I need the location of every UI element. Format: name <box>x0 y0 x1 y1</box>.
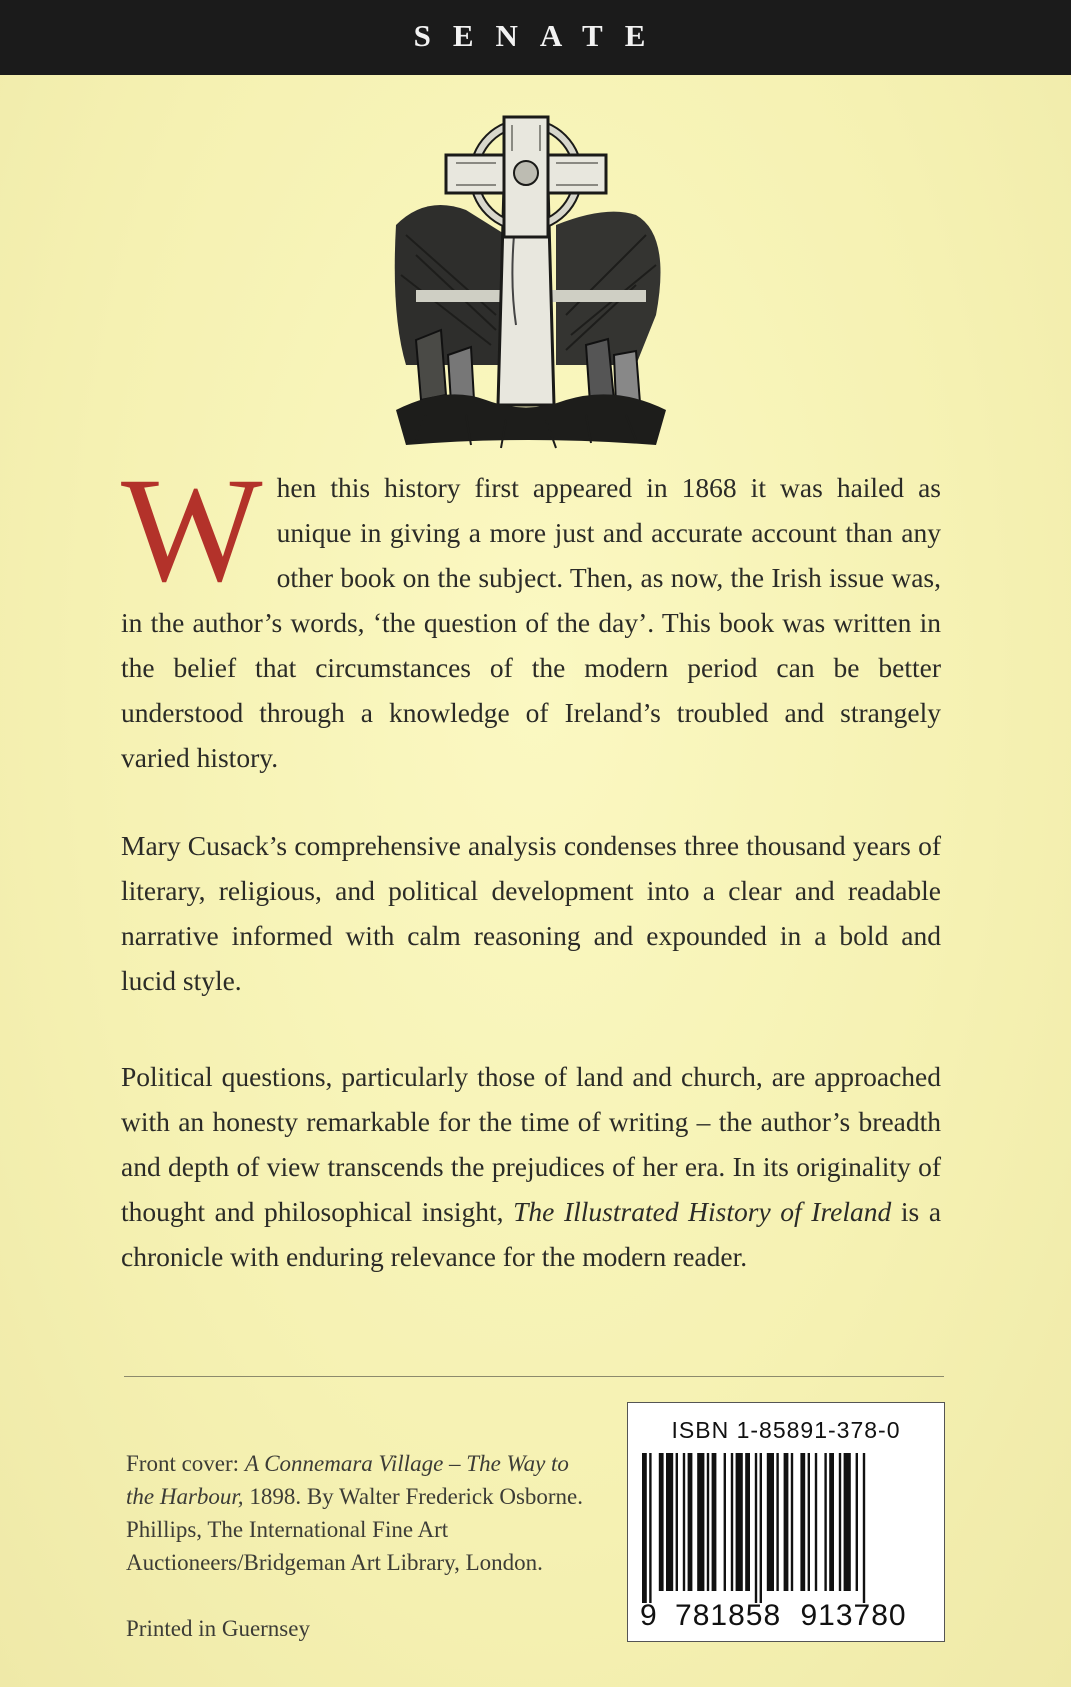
cover-credits <box>126 1447 596 1579</box>
barcode-bar <box>731 1453 733 1591</box>
divider-rule <box>124 1376 944 1377</box>
publisher-band <box>0 0 1071 75</box>
isbn-label: ISBN 1-85891-378-0 <box>671 1417 901 1443</box>
barcode-bar <box>712 1453 717 1591</box>
barcode-bars <box>642 1453 930 1603</box>
ean-first-digit: 9 <box>640 1599 658 1632</box>
blurb-paragraph-1-text: hen this history first appeared in 1868 it was hailed as unique in giving a more just and accurate account than any other book on the subject. Then, as now, the Irish issue was, in the author’s words, ‘the question of the day’. This book was written in the belief that circumstances of the modern period can be better understood through a knowledge of Ireland’s troubled and strangely varied history. <box>121 472 941 773</box>
barcode-bar <box>808 1453 810 1591</box>
publisher-name: SENATE <box>413 18 668 53</box>
barcode-bar <box>791 1453 793 1591</box>
barcode-bar <box>642 1453 647 1603</box>
barcode-bar <box>659 1453 664 1591</box>
book-title: The Illustrated History of Ireland <box>513 1196 892 1227</box>
barcode-bar <box>800 1453 805 1591</box>
ean-digits <box>640 1599 940 1633</box>
barcode-bar <box>676 1453 678 1591</box>
barcode-bar <box>815 1453 817 1591</box>
printed-location: Printed in Guernsey <box>126 1616 310 1641</box>
barcode-bar <box>856 1453 858 1591</box>
blurb-paragraph-2: Mary Cusack’s comprehensive analysis condenses three thousand years of literary, religious, and political development into a clear and readable narrative informed with calm reasoning and expounded in a bold and lucid style. <box>121 830 941 996</box>
blurb-paragraph-3-end: is a chronicle with enduring relevance for the modern reader. <box>121 1196 942 1272</box>
isbn-barcode <box>627 1402 945 1642</box>
credits-details: 1898. By Walter Frederick Osborne. Phillips, The International Fine Art Auctioneers/Bridgeman Art Library, London. <box>126 1484 584 1575</box>
barcode-bar <box>736 1453 743 1591</box>
barcode-bar <box>760 1453 762 1603</box>
barcode-bar <box>683 1453 685 1591</box>
barcode-bar <box>784 1453 789 1591</box>
barcode-bar <box>767 1453 774 1591</box>
blurb-paragraph-1 <box>121 447 941 780</box>
barcode-bar <box>824 1453 826 1591</box>
ean-left-group: 781858 <box>675 1599 782 1632</box>
barcode-bar <box>839 1453 841 1591</box>
blurb-paragraph-3 <box>121 1054 941 1279</box>
credits-prefix: Front cover: <box>126 1451 240 1476</box>
ean-right-group: 913780 <box>800 1599 907 1632</box>
artwork-title: A Connemara Village – The Way to the Harbour, <box>126 1451 569 1509</box>
barcode-bar <box>755 1453 757 1603</box>
barcode-bar <box>724 1453 726 1591</box>
barcode-bar <box>707 1453 709 1591</box>
barcode-bar <box>649 1453 651 1603</box>
barcode-bar <box>745 1453 750 1591</box>
blurb-paragraph-3-start: Political questions, particularly those of land and church, are approached with an honesty remarkable for the time of writing – the author’s breadth and depth of view transcends the prejudices of her era. In its originality of thought and philosophical insight, <box>121 1061 941 1227</box>
barcode-bar <box>776 1453 778 1591</box>
barcode-bar <box>829 1453 834 1591</box>
barcode-bar <box>844 1453 851 1591</box>
barcode-bar <box>688 1453 693 1591</box>
drop-cap: W <box>121 447 263 613</box>
celtic-cross-illustration <box>386 115 676 450</box>
barcode-bar <box>863 1453 865 1603</box>
barcode-bar <box>666 1453 673 1591</box>
barcode-bar <box>697 1453 704 1591</box>
